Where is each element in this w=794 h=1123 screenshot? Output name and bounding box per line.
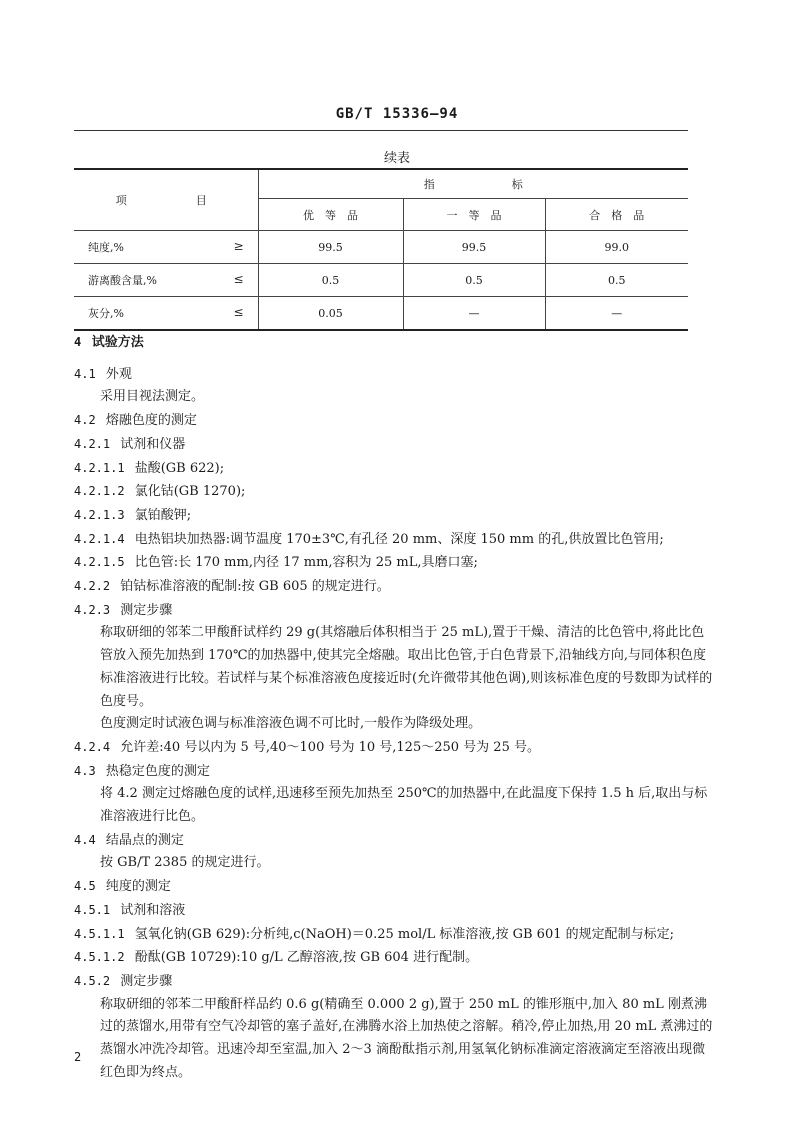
section-title: 电热铝块加热器:调节温度 170±3℃,有孔径 20 mm、深度 150 mm 的孔,供放置比色管用;	[134, 531, 664, 547]
document-body	[74, 331, 714, 1085]
table-row	[74, 231, 688, 264]
table-row	[74, 297, 688, 331]
list-item	[74, 504, 714, 528]
section-number: 4.2.1.5	[74, 555, 125, 570]
section-title: 盐酸(GB 622);	[134, 460, 225, 476]
list-item	[74, 946, 714, 970]
row-value: 0.05	[258, 297, 403, 331]
row-item-name: 灰分,%	[88, 307, 124, 320]
section-title: 热稳定色度的测定	[105, 763, 210, 779]
section-number: 4.5	[74, 879, 96, 894]
paragraph: 按 GB/T 2385 的规定进行。	[100, 855, 270, 871]
section-title: 试剂和溶液	[120, 902, 186, 918]
row-value: —	[545, 297, 688, 331]
paragraph: 色度测定时试液色调与标准溶液色调不可比时,一般作为降级处理。	[100, 716, 482, 732]
list-item	[74, 480, 714, 504]
table-caption: 续表	[383, 151, 410, 166]
subsection-heading	[74, 409, 714, 433]
section-number: 4.2.1.1	[74, 460, 125, 475]
col-header-item: 项 目	[74, 169, 258, 231]
section-heading	[74, 331, 714, 355]
section-number: 4.2.1	[74, 436, 111, 451]
list-item	[74, 528, 714, 552]
section-number: 4.2.2	[74, 579, 111, 594]
section-number: 4.4	[74, 832, 96, 847]
section-title: 外观	[105, 366, 132, 382]
row-value: 0.5	[403, 264, 545, 297]
section-title: 氯铂酸钾;	[134, 507, 192, 523]
subsection-heading	[74, 433, 714, 457]
row-value: 99.0	[545, 231, 688, 264]
section-title: 铂钴标准溶液的配制:按 GB 605 的规定进行。	[120, 579, 390, 595]
section-title: 允许差:40 号以内为 5 号,40～100 号为 10 号,125～250 号为 25 号。	[120, 739, 540, 755]
row-item-name: 纯度,%	[88, 241, 124, 254]
list-item	[74, 457, 714, 481]
spec-table	[74, 168, 688, 331]
section-number: 4	[74, 335, 82, 349]
subsection-heading	[74, 736, 714, 760]
subsection-heading	[74, 899, 714, 923]
header-rule	[74, 130, 688, 131]
section-number: 4.5.1	[74, 902, 111, 917]
row-value: —	[403, 297, 545, 331]
grade-header-qualified: 合 格 品	[545, 199, 688, 231]
row-item-cell	[74, 264, 258, 297]
list-item	[74, 551, 714, 575]
subsection-heading	[74, 575, 714, 599]
section-title: 测定步骤	[120, 602, 173, 618]
row-value: 99.5	[258, 231, 403, 264]
section-number: 4.2.1.2	[74, 484, 125, 499]
row-value: 0.5	[258, 264, 403, 297]
row-item-operator: ≤	[233, 305, 244, 319]
row-item-cell	[74, 231, 258, 264]
section-number: 4.2.3	[74, 602, 111, 617]
subsection-heading	[74, 760, 714, 784]
section-number: 4.2.1.3	[74, 507, 125, 522]
list-item	[74, 923, 688, 947]
row-value: 0.5	[545, 264, 688, 297]
section-number: 4.2.4	[74, 739, 111, 754]
section-title: 纯度的测定	[105, 879, 171, 895]
paragraph: 称取研细的邻苯二甲酸酐样品约 0.6 g(精确至 0.000 2 g),置于 250 mL 的锥形瓶中,加入 80 mL 刚煮沸过的蒸馏水,用带有空气冷却管的塞子盖好,在沸腾水浴上加热使之溶解。稍冷,停止加热,用 20 mL 煮沸过的蒸馏水冲洗冷却管。迅速冷却至室温,加入 2～3 滴酚酞指示剂,用氢氧化钠标准滴定溶液滴定至溶液出现微红色即为终点。	[100, 996, 713, 1080]
paragraph: 将 4.2 测定过熔融色度的试样,迅速移至预先加热至 250℃的加热器中,在此温度下保持 1.5 h 后,取出与标准溶液进行比色。	[100, 786, 708, 825]
paragraph: 采用目视法测定。	[100, 389, 205, 405]
row-item-operator: ≤	[233, 272, 244, 286]
row-item-operator: ≥	[233, 239, 244, 253]
grade-header-premium: 优 等 品	[258, 199, 403, 231]
row-item-name: 游离酸含量,%	[88, 274, 157, 287]
section-title: 测定步骤	[120, 973, 173, 989]
subsection-heading	[74, 829, 714, 853]
section-number: 4.2.1.4	[74, 531, 125, 546]
section-title: 试剂和仪器	[120, 436, 186, 452]
paragraph: 称取研细的邻苯二甲酸酐试样约 29 g(其熔融后体积相当于 25 mL),置于干燥、清洁的比色管中,将此比色管放入预先加热到 170℃的加热器中,使其完全熔融。取出比色管,于白色背景下,沿轴线方向,与同体积色度标准溶液进行比较。若试样与某个标准溶液色度接近时(允许微带其他色调),则该标准色度的号数即为试样的色度号。	[100, 625, 713, 709]
subsection-heading	[74, 970, 714, 994]
section-title: 试验方法	[91, 335, 144, 350]
section-title: 酚酞(GB 10729):10 g/L 乙醇溶液,按 GB 604 进行配制。	[134, 950, 479, 966]
row-item-cell	[74, 297, 258, 331]
page-number: 2	[74, 1050, 82, 1064]
section-number: 4.2	[74, 413, 96, 428]
subsection-heading	[74, 875, 714, 899]
subsection-heading	[74, 599, 714, 623]
section-number: 4.5.1.1	[74, 926, 125, 941]
section-title: 熔融色度的测定	[105, 413, 197, 429]
table-row	[74, 264, 688, 297]
section-title: 结晶点的测定	[105, 832, 184, 848]
section-number: 4.5.2	[74, 973, 111, 988]
section-number: 4.3	[74, 763, 96, 778]
section-number: 4.1	[74, 366, 96, 381]
section-title: 氢氧化钠(GB 629):分析纯,c(NaOH)＝0.25 mol/L 标准溶液,按 GB 601 的规定配制与标定;	[134, 926, 674, 942]
section-title: 比色管:长 170 mm,内径 17 mm,容积为 25 mL,具磨口塞;	[134, 555, 478, 571]
standard-number-header: GB/T 15336—94	[335, 106, 459, 122]
col-header-indicator: 指 标	[258, 169, 688, 199]
grade-header-first: 一 等 品	[403, 199, 545, 231]
subsection-heading	[74, 363, 714, 387]
row-value: 99.5	[403, 231, 545, 264]
section-title: 氯化钴(GB 1270);	[134, 484, 246, 500]
section-number: 4.5.1.2	[74, 950, 125, 965]
